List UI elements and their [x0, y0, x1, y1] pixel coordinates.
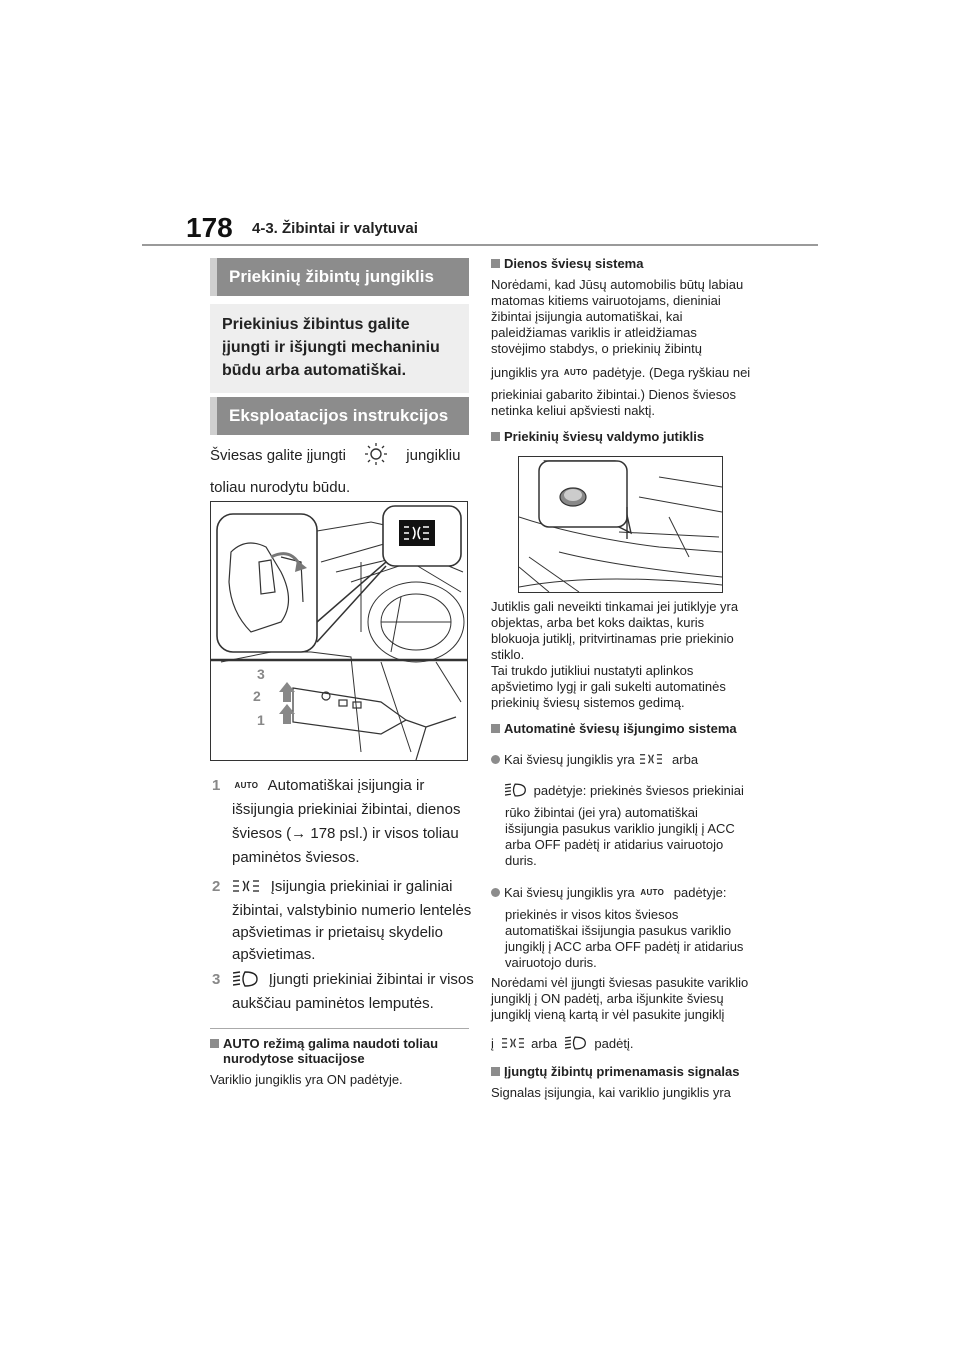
- item-3-number: 3: [212, 971, 221, 988]
- sensor-line-4: stiklo.: [491, 647, 525, 662]
- sensor-line-5: Tai trukdo jutikliui nustatyti aplinkos: [491, 663, 694, 678]
- item-1: [212, 775, 474, 869]
- item-3-text-2: aukščiau paminėtos lemputės.: [232, 995, 434, 1012]
- item-2: [212, 876, 474, 966]
- callout-1: 1: [257, 712, 265, 728]
- section-title: Priekinių žibintų jungiklis: [210, 258, 469, 296]
- item-1-number: 1: [212, 777, 221, 794]
- bullet-1-line-3: arba OFF padėtį ir atidarius vairuotojo: [505, 837, 724, 852]
- sensor-heading-wrap: [491, 429, 753, 444]
- drl-line-7: priekiniai gabarito žibintai.) Dienos šviesos: [491, 387, 736, 402]
- item-3: [212, 969, 474, 1015]
- bullet-2-auto-icon: AUTO: [640, 888, 665, 897]
- bullet-2-line-3: jungiklį į ACC arba OFF padėtį ir atidarius: [505, 939, 744, 954]
- sensor-line-6: apšvietimo lygį ir gali sukelti automatinės: [491, 679, 726, 694]
- return-text: [491, 975, 753, 1052]
- bullet-1-tail-icon: [640, 753, 662, 765]
- bullet-1-line-1: rūko žibintai (jei yra) automatiškai: [505, 805, 698, 820]
- item-1-text-1: Automatiškai įsijungia ir: [267, 777, 425, 794]
- drl-line-2: matomas kitiems vairuotojams, dieniniai: [491, 293, 721, 308]
- autooff-heading: Automatinė šviesų išjungimo sistema: [504, 721, 737, 736]
- auto-icon: AUTO: [234, 781, 259, 790]
- sensor-line-2: objektas, arba bet koks daiktas, kuris: [491, 615, 705, 630]
- auto-heading-1: AUTO režimą galima naudoti toliau: [223, 1036, 439, 1051]
- item-1-text-4: paminėtos šviesos.: [232, 849, 360, 866]
- bullet-1-line-2: išsijungia pasukus variklio jungiklį į ACC: [505, 821, 735, 836]
- drl-line-4: paleidžiamas variklis ir atleidžiamas: [491, 325, 697, 340]
- auto-note-text: Variklio jungiklis yra ON padėtyje.: [210, 1072, 403, 1087]
- page-number: 178: [186, 212, 233, 243]
- drl-auto-icon: AUTO: [563, 368, 588, 377]
- bullet-2-line-2: automatiškai išsijungia pasukus variklio: [505, 923, 732, 938]
- header-rule: [142, 244, 818, 246]
- return-headlight-icon: [565, 1035, 587, 1051]
- reminder-text: Signalas įsijungia, kai variklio jungiklis yra: [491, 1085, 731, 1100]
- return-b: arba: [531, 1036, 558, 1051]
- instructions-title: Eksploatacijos instrukcijos: [210, 397, 469, 435]
- return-line-2: jungiklį į ON padėtį, arba išjunkite šviesų: [491, 991, 724, 1006]
- autooff-section: [491, 721, 753, 736]
- bullet-2: [491, 885, 753, 971]
- sensor-line-7: priekinių šviesų sistemos gedimą.: [491, 695, 685, 710]
- return-tail-icon: [502, 1037, 524, 1049]
- switch-illustration: [210, 501, 468, 761]
- bullet-1-c: padėtyje: priekinės šviesos priekiniai: [533, 783, 744, 798]
- reminder-section: [491, 1064, 753, 1101]
- drl-line-6a: jungiklis yra: [491, 365, 559, 380]
- return-a: į: [491, 1036, 494, 1051]
- tail-light-icon: [233, 879, 259, 893]
- item-2-text-2: žibintai, valstybinio numerio lentelės: [232, 902, 472, 919]
- sensor-illustration: [518, 456, 723, 593]
- item-2-text-3: apšvietimas ir prietaisų skydelio: [232, 924, 443, 941]
- instructions-para: [210, 443, 472, 499]
- drl-heading: Dienos šviesų sistema: [504, 256, 644, 271]
- callout-2: 2: [253, 688, 261, 704]
- item-3-text-1: Įjungti priekiniai žibintai ir visos: [268, 971, 474, 988]
- reminder-heading: Įjungtų žibintų primenamasis signalas: [504, 1064, 740, 1079]
- para-b: jungikliu: [406, 447, 461, 464]
- intro-box: Priekinius žibintus galite įjungti ir išjungti mechaniniu būdu arba automatiškai.: [210, 304, 469, 393]
- para-a: Šviesas galite įjungti: [210, 447, 346, 464]
- bullet-1-b: arba: [672, 752, 699, 767]
- note-divider: [210, 1028, 469, 1029]
- para-c: toliau nurodytu būdu.: [210, 479, 351, 496]
- chapter-title: 4-3. Žibintai ir valytuvai: [252, 220, 418, 237]
- bullet-2-line-4: vairuotojo duris.: [505, 955, 597, 970]
- sensor-line-3: blokuoja jutiklį, pritvirtinamas prie priekinio: [491, 631, 734, 646]
- item-2-text-4: apšvietimas.: [232, 946, 316, 963]
- bullet-1-line-4: duris.: [505, 853, 537, 868]
- auto-heading-2: nurodytose situacijose: [223, 1051, 365, 1066]
- bullet-2-a: Kai šviesų jungiklis yra: [504, 885, 635, 900]
- bullet-2-line-1: priekinės ir visos kitos šviesos: [505, 907, 679, 922]
- auto-note: [210, 1036, 472, 1088]
- bullet-1: [491, 752, 753, 869]
- item-2-text-1: Įsijungia priekiniai ir galiniai: [270, 878, 453, 895]
- return-c: padėtį.: [594, 1036, 634, 1051]
- callout-3: 3: [257, 666, 265, 682]
- headlight-icon: [233, 970, 259, 988]
- drl-section: [491, 256, 753, 419]
- return-line-1: Norėdami vėl įjungti šviesas pasukite variklio: [491, 975, 749, 990]
- sensor-text: [491, 599, 753, 711]
- bullet-1-a: Kai šviesų jungiklis yra: [504, 752, 635, 767]
- sensor-heading: Priekinių šviesų valdymo jutiklis: [504, 429, 705, 444]
- drl-line-6b: padėtyje. (Dega ryškiau nei: [592, 365, 751, 380]
- sensor-line-1: Jutiklis gali neveikti tinkamai jei jutiklyje yra: [491, 599, 739, 614]
- return-line-3: jungiklį vieną kartą ir vėl pasukite jungiklį: [491, 1007, 725, 1022]
- item-1-text-3: šviesos (→ 178 psl.) ir visos toliau: [232, 825, 459, 842]
- drl-line-8: netinka keliui apšviesti naktį.: [491, 403, 656, 418]
- headlight-switch-icon: [364, 443, 388, 465]
- item-1-text-2: išsijungia priekiniai žibintai, dienos: [232, 801, 461, 818]
- drl-line-3: žibintai įsijungia automatiškai, kai: [491, 309, 683, 324]
- bullet-2-b: padėtyje:: [673, 885, 727, 900]
- drl-line-5: stovėjimo stabdys, o priekinių žibintų: [491, 341, 702, 356]
- drl-line-1: Norėdami, kad Jūsų automobilis būtų labiau: [491, 277, 744, 292]
- item-2-number: 2: [212, 878, 221, 895]
- bullet-1-headlight-icon: [505, 782, 527, 798]
